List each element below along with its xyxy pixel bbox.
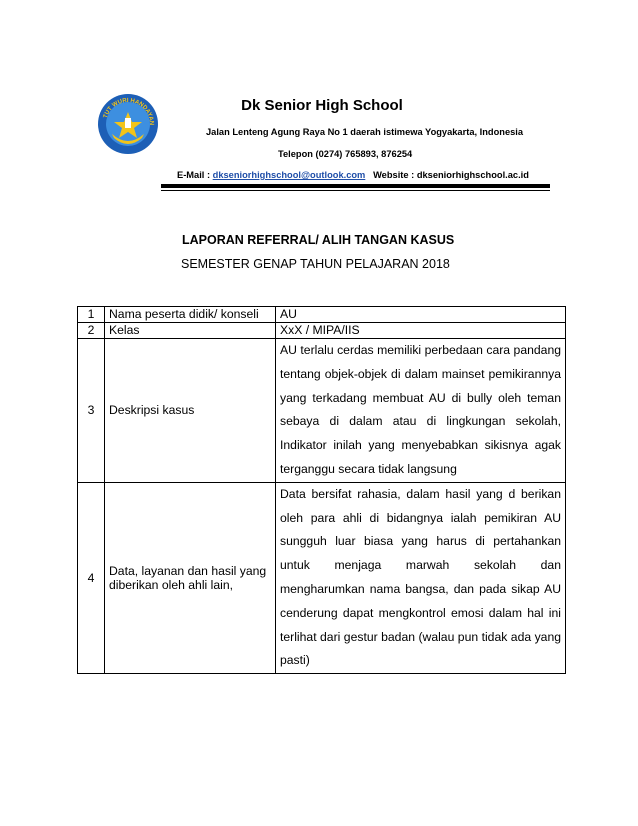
row-value: AU	[276, 307, 566, 323]
website-text: Website : dkseniorhighschool.ac.id	[373, 170, 529, 180]
header-rule-thin	[161, 190, 550, 191]
header-rule-thick	[161, 184, 550, 188]
row-value: AU terlalu cerdas memiliki perbedaan cara pandang tentang objek-objek di dalam mainset pemikirannya yang terkadang membuat AU di bully oleh teman sebaya di dalam atau di lingkungan sekolah, Indikator inilah yang menyebabkan sikisnya agak terganggu secara tidak langsung	[276, 339, 566, 483]
report-title: LAPORAN REFERRAL/ ALIH TANGAN KASUS	[182, 233, 455, 247]
table-row	[78, 339, 566, 483]
email-label: E-Mail :	[177, 170, 211, 180]
school-contact	[177, 170, 529, 180]
table-row	[78, 482, 566, 673]
row-label: Deskripsi kasus	[105, 339, 276, 483]
row-number: 2	[78, 323, 105, 339]
row-label: Nama peserta didik/ konseli	[105, 307, 276, 323]
school-address: Jalan Lenteng Agung Raya No 1 daerah istimewa Yogyakarta, Indonesia	[206, 127, 524, 137]
table-row	[78, 307, 566, 323]
school-phone: Telepon (0274) 765893, 876254	[278, 149, 413, 159]
row-value: XxX / MIPA/IIS	[276, 323, 566, 339]
row-label: Kelas	[105, 323, 276, 339]
table-row	[78, 323, 566, 339]
row-number: 4	[78, 482, 105, 673]
report-subtitle: SEMESTER GENAP TAHUN PELAJARAN 2018	[181, 257, 450, 271]
row-number: 1	[78, 307, 105, 323]
row-label: Data, layanan dan hasil yang diberikan oleh ahli lain,	[105, 482, 276, 673]
email-link[interactable]: dkseniorhighschool@outlook.com	[212, 170, 366, 180]
logo-motto: TUT WURI HANDAYAN	[102, 97, 155, 126]
school-name: Dk Senior High School	[241, 97, 403, 114]
case-table	[77, 306, 566, 674]
row-number: 3	[78, 339, 105, 483]
row-value: Data bersifat rahasia, dalam hasil yang d berikan oleh para ahli di bidangnya ialah pemikiran AU sungguh luar biasa yang harus di pertahankan untuk menjaga marwah sekolah dan mengharumkan nama bangsa, dan pada sikap AU cenderung dapat mengkontrol emosi dalam hal ini terlihat dari gestur badan (walau pun tidak ada yang pasti)	[276, 482, 566, 673]
